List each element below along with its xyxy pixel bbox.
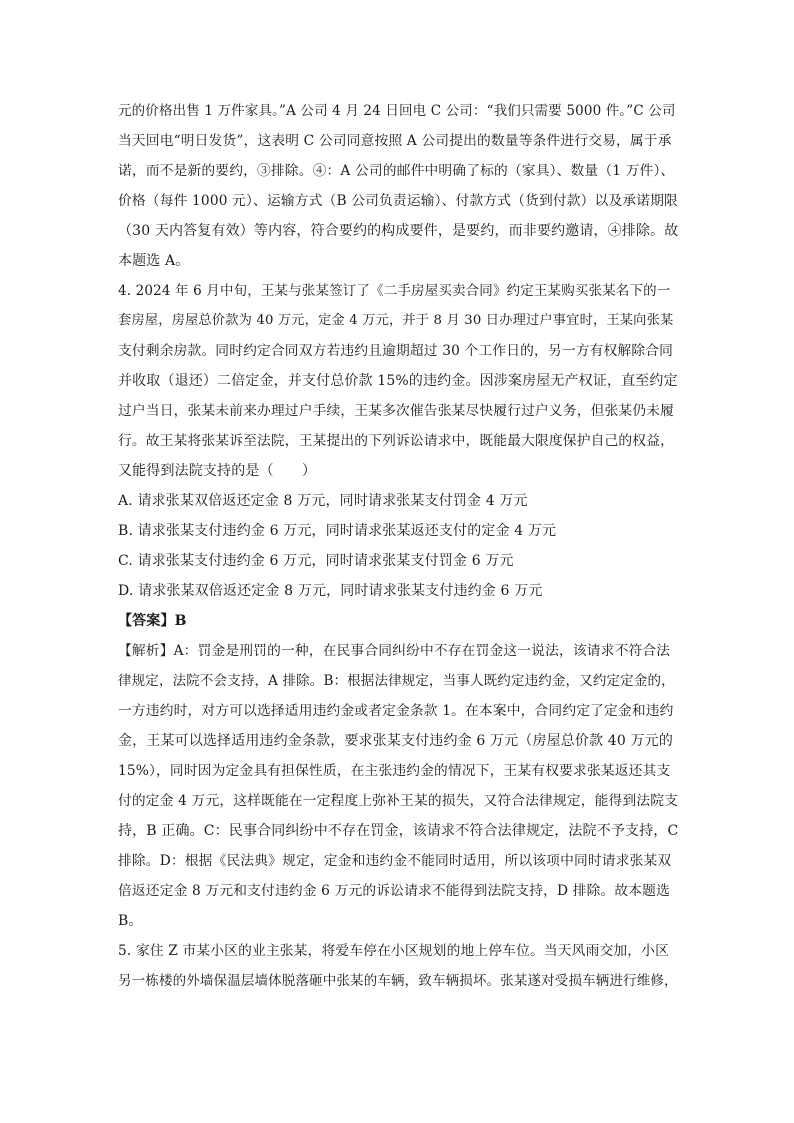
analysis-line-2: 律规定，法院不会支持，A 排除。B：根据法律规定，当事人既约定违约金，又约定定金的， (118, 673, 675, 689)
analysis-line-5: 15%），同时因为定金具有担保性质，在主张违约金的情况下，王某有权要求张某返还其支 (118, 763, 671, 779)
analysis-line-1: 【解析】A：罚金是刑罚的一种，在民事合同纠纷中不存在罚金这一说法，该请求不符合法 (118, 643, 671, 659)
analysis-line-3: 一方违约时，对方可以选择适用违约金或者定金条款 1。在本案中，合同约定了定金和违约 (118, 703, 674, 719)
question-4-line-1: 4. 2024 年 6 月中旬，王某与张某签订了《二手房屋买卖合同》约定王某购买张某名下的一 (118, 283, 671, 299)
question-4-line-7: 又能得到法院支持的是（ ） (118, 463, 317, 479)
question-4-line-2: 套房屋，房屋总价款为 40 万元，定金 4 万元，并于 8 月 30 日办理过户事宜时，王某向张某 (118, 313, 674, 328)
text-line-4: 价格（每件 1000 元）、运输方式（B 公司负责运输）、付款方式（货到付款）以及承诺期限 (118, 193, 678, 209)
text-line-6: 本题选 A。 (118, 253, 190, 269)
option-a: A. 请求张某双倍返还定金 8 万元，同时请求张某支付罚金 4 万元 (118, 493, 528, 509)
question-5-line-1: 5. 家住 Z 市某小区的业主张某，将爱车停在小区规划的地上停车位。当天风雨交加，小区 (118, 943, 669, 959)
question-5-line-2: 另一栋楼的外墙保温层墙体脱落砸中张某的车辆，致车辆损坏。张某遂对受损车辆进行维修， (118, 973, 678, 989)
text-line-2: 当天回电“明日发货”，这表明 C 公司同意按照 A 公司提出的数量等条件进行交易，属于承 (118, 133, 672, 149)
analysis-line-7: 持，B 正确。C：民事合同纠纷中不存在罚金，该请求不符合法律规定，法院不予支持，C (118, 823, 679, 839)
analysis-line-4: 金，王某可以选择适用违约金条款，要求张某支付违约金 6 万元（房屋总价款 40 万元的 (118, 733, 673, 749)
question-4-line-3: 支付剩余房款。同时约定合同双方若违约且逾期超过 30 个工作日的，另一方有权解除合同 (118, 343, 674, 359)
analysis-line-6: 付的定金 4 万元，这样既能在一定程度上弥补王某的损失，又符合法律规定，能得到法院支 (118, 793, 679, 809)
question-4-line-6: 行。故王某将张某诉至法院，王某提出的下列诉讼请求中，既能最大限度保护自己的权益， (118, 433, 675, 449)
analysis-line-10: B。 (118, 913, 143, 929)
answer-label: 【答案】B (118, 613, 187, 629)
option-b: B. 请求张某支付违约金 6 万元，同时请求张某返还支付的定金 4 万元 (118, 523, 557, 539)
analysis-line-9: 倍返还定金 8 万元和支付违约金 6 万元的诉讼请求不能得到法院支持，D 排除。故本题选 (118, 883, 670, 899)
option-c: C. 请求张某支付违约金 6 万元，同时请求张某支付罚金 6 万元 (118, 553, 514, 569)
text-line-5: （30 天内答复有效）等内容，符合要约的构成要件，是要约，而非要约邀请，④排除。故 (118, 223, 679, 239)
question-4-line-5: 过户当日，张某未前来办理过户手续，王某多次催告张某尽快履行过户义务，但张某仍未履 (118, 403, 675, 419)
text-line-1: 元的价格出售 1 万件家具。”A 公司 4 月 24 日回电 C 公司：“我们只需要 5000 件。”C 公司 (118, 103, 676, 119)
option-d: D. 请求张某双倍返还定金 8 万元，同时请求张某支付违约金 6 万元 (118, 583, 543, 599)
text-line-3: 诺，而不是新的要约，③排除。④：A 公司的邮件中明确了标的（家具）、数量（1 万件）、 (118, 163, 675, 179)
question-4-line-4: 并收取（退还）二倍定金，并支付总价款 15%的违约金。因涉案房屋无产权证，直至约定 (118, 373, 678, 389)
analysis-line-8: 排除。D：根据《民法典》规定，定金和违约金不能同时适用，所以该项中同时请求张某双 (118, 853, 672, 869)
